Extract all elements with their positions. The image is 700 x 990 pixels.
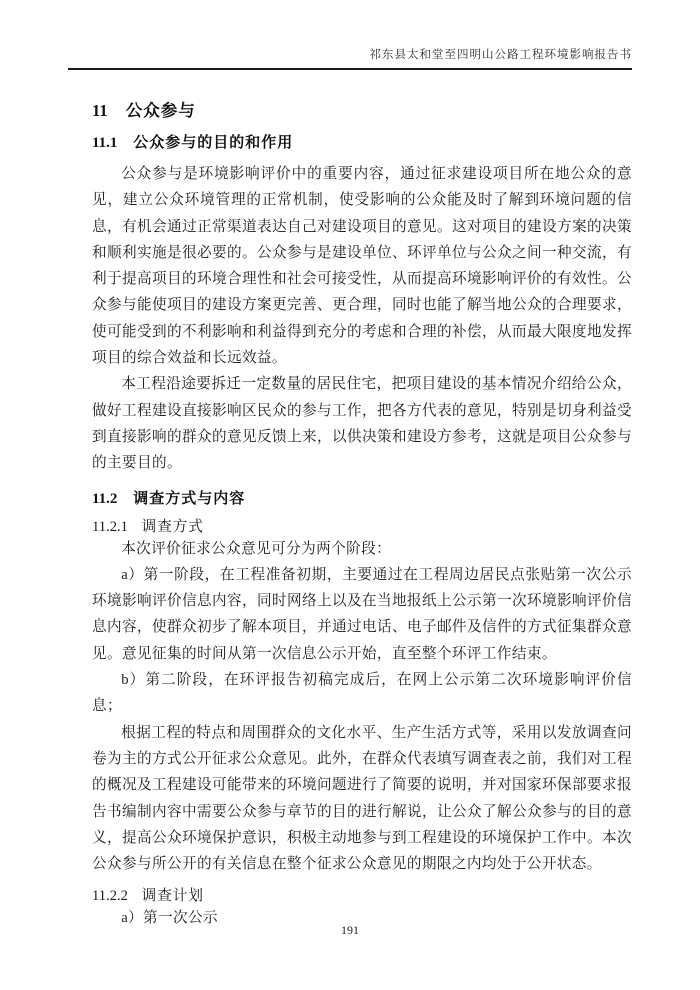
running-header-title: 祁东县太和堂至四明山公路工程环境影响报告书 — [369, 49, 632, 61]
paragraph-7-first-announcement: a）第一次公示 — [121, 910, 219, 927]
section-heading-11-1 — [92, 131, 632, 152]
page-number: 191 — [341, 923, 359, 937]
running-header — [68, 0, 632, 70]
section-title: 调查计划 — [141, 888, 204, 905]
paragraph-3: 本次评价征求公众意见可分为两个阶段： — [121, 540, 392, 557]
section-number: 11.1 — [92, 135, 118, 151]
paragraph-1: 公众参与是环境影响评价中的重要内容，通过征求建设项目所在地公众的意见，建立公众环境管理的正常机制，使受影响的公众能及时了解到环境问题的信息，有机会通过正常渠道表达自己对建设项目的意见。这对项目的建设方案的决策和顺利实施是很必要的。公众参与是建设单位、环评单位与公众之间一种交流，有利于提高项目的环境合理性和社会可接受性，从而提高环境影响评价的有效性。公众参与能使项目的建设方案更完善、更合理，同时也能了解当地公众的合理要求，使可能受到的不利影响和利益得到充分的考虑和合理的补偿，从而最大限度地发挥项目的综合效益和长远效益。 — [92, 166, 632, 367]
section-title: 调查方式 — [141, 518, 204, 535]
page-footer — [0, 923, 700, 938]
section-heading-11 — [92, 97, 632, 121]
section-number: 11.2.2 — [92, 888, 128, 905]
paragraph-2: 本工程沿途要拆迁一定数量的居民住宅，把项目建设的基本情况介绍给公众，做好工程建设直接影响区民众的参与工作，把各方代表的意见，特别是切身利益受到直接影响的群众的意见反馈上来，以供决策和建设方参考，这就是项目公众参与的主要目的。 — [92, 376, 632, 472]
section-number: 11.2 — [92, 490, 118, 507]
section-heading-11-2-2 — [92, 884, 632, 905]
page-content — [92, 0, 632, 932]
paragraph-5-stage-b: b）第二阶段，在环评报告初稿完成后，在网上公示第二次环境影响评价信息； — [92, 672, 632, 715]
paragraph-6: 根据工程的特点和周围群众的文化水平、生产生活方式等，采用以发放调查问卷为主的方式公开征求公众意见。此外，在群众代表填写调查表之前，我们对工程的概况及工程建设可能带来的环境问题进行了简要的说明，并对国家环保部要求报告书编制内容中需要公众参与章节的目的进行解说，让公众了解公众参与的目的意义，提高公众环境保护意识，积极主动地参与到工程建设的环境保护工作中。本次公众参与所公开的有关信息在整个征求公众意见的期限之内均处于公开状态。 — [92, 724, 632, 873]
section-title: 调查方式与内容 — [133, 489, 246, 507]
section-title: 公众参与 — [125, 102, 196, 120]
section-heading-11-2-1 — [92, 515, 632, 536]
section-number: 11.2.1 — [92, 518, 128, 535]
section-heading-11-2 — [92, 487, 632, 508]
paragraph-4-stage-a: a）第一阶段，在工程准备初期，主要通过在工程周边居民点张贴第一次公示环境影响评价信息内容，同时网络上以及在当地报纸上公示第一次环境影响评价信息内容，使群众初步了解本项目，并通过电话、电子邮件及信件的方式征集群众意见。意见征集的时间从第一次信息公示开始，直至整个环评工作结束。 — [92, 566, 632, 662]
section-title: 公众参与的目的和作用 — [133, 134, 294, 151]
section-number: 11 — [92, 101, 108, 120]
